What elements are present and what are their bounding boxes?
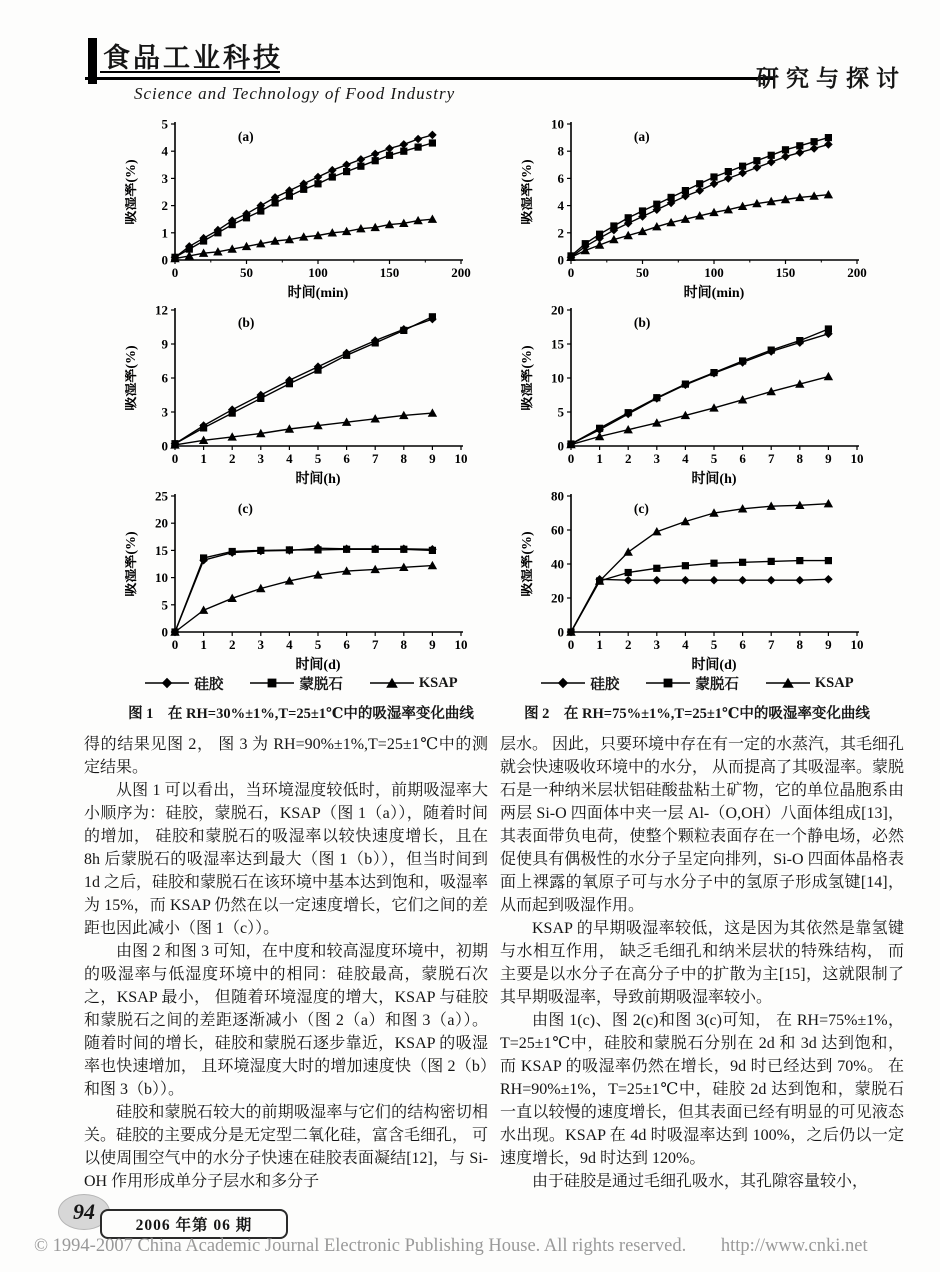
- figure1-chart-a: [125, 114, 477, 300]
- figures-section: [0, 108, 940, 723]
- svg-text:60: 60: [551, 522, 564, 538]
- svg-text:4: 4: [161, 143, 168, 159]
- legend-item-ksap: [765, 675, 854, 692]
- square-marker-icon: [249, 677, 295, 689]
- legend-label: 硅胶: [194, 676, 224, 693]
- diamond-marker-icon: [540, 677, 586, 689]
- svg-text:200: 200: [847, 265, 867, 280]
- svg-text:3: 3: [257, 637, 265, 652]
- page-footer: [0, 1192, 940, 1272]
- legend-item-silica: [540, 673, 619, 694]
- svg-text:(a): (a): [633, 129, 650, 144]
- legend-label: KSAP: [814, 674, 854, 691]
- svg-text:8: 8: [796, 637, 804, 652]
- svg-text:(b): (b): [237, 315, 255, 330]
- paragraph: KSAP 的早期吸湿率较低，这是因为其依然是靠氢键与水相互作用， 缺乏毛细孔和纳米层状的特殊结构， 而主要是以水分子在高分子中的扩散为主[15]，这就限制了其早期吸湿率，导致前期吸湿率较小。: [500, 920, 904, 1006]
- svg-text:8: 8: [400, 637, 408, 652]
- svg-text:150: 150: [775, 265, 796, 280]
- svg-text:7: 7: [767, 637, 775, 652]
- svg-text:0: 0: [171, 265, 179, 280]
- svg-text:100: 100: [704, 265, 724, 280]
- svg-text:5: 5: [314, 451, 322, 466]
- svg-text:100: 100: [308, 265, 328, 280]
- svg-text:时间(h): 时间(h): [691, 472, 737, 486]
- svg-text:0: 0: [557, 624, 564, 640]
- figure-1: [116, 114, 486, 723]
- svg-text:时间(min): 时间(min): [287, 286, 349, 300]
- svg-text:9: 9: [429, 637, 436, 652]
- square-marker-icon: [645, 677, 691, 689]
- svg-text:3: 3: [161, 170, 168, 186]
- legend-label: 蒙脱石: [299, 676, 343, 693]
- svg-text:50: 50: [240, 265, 253, 280]
- svg-text:(c): (c): [633, 501, 649, 516]
- svg-text:10: 10: [850, 451, 864, 466]
- cnki-url: http://www.cnki.net: [720, 1236, 868, 1256]
- svg-text:吸湿率(%): 吸湿率(%): [521, 159, 535, 225]
- svg-text:0: 0: [567, 637, 575, 652]
- svg-text:2: 2: [228, 451, 236, 466]
- copyright-text: © 1994-2007 China Academic Journal Electronic Publishing House. All rights reserved.: [34, 1236, 687, 1256]
- svg-text:9: 9: [825, 637, 832, 652]
- svg-text:3: 3: [161, 404, 168, 420]
- svg-text:2: 2: [624, 451, 632, 466]
- svg-text:时间(d): 时间(d): [691, 658, 737, 672]
- figure2-chart-b: [521, 300, 873, 486]
- paragraph: 由图 1(c)、图 2(c)和图 3(c)可知， 在 RH=75%±1%，T=25±1℃中，硅胶和蒙脱石分别在 2d 和 3d 达到饱和，而 KSAP 的吸湿率仍然在增长，9d 时已经达到 70%。 在 RH=90%±1%，T=25±1℃中，硅胶 2d 达到饱和，蒙脱石一直以较慢的速度增长，但其表面已经有明显的可见液态水出现。KSAP 在 4d 时吸湿率达到 100%，之后仍以一定速度增长，9d 时达到 120%。: [500, 1012, 904, 1167]
- page-header: [0, 0, 940, 108]
- svg-text:10: 10: [850, 637, 864, 652]
- svg-text:0: 0: [171, 451, 179, 466]
- svg-text:(a): (a): [237, 129, 254, 144]
- svg-text:时间(d): 时间(d): [295, 658, 341, 672]
- svg-text:6: 6: [739, 451, 746, 466]
- svg-text:10: 10: [551, 116, 564, 132]
- svg-text:5: 5: [710, 637, 718, 652]
- svg-text:150: 150: [379, 265, 400, 280]
- svg-text:4: 4: [286, 451, 293, 466]
- svg-text:5: 5: [161, 597, 168, 613]
- svg-text:0: 0: [161, 624, 168, 640]
- svg-text:12: 12: [155, 302, 168, 318]
- copyright-line: [34, 1236, 868, 1257]
- svg-text:10: 10: [454, 451, 468, 466]
- svg-text:5: 5: [710, 451, 718, 466]
- svg-text:0: 0: [567, 265, 575, 280]
- svg-text:3: 3: [653, 451, 661, 466]
- svg-text:9: 9: [429, 451, 436, 466]
- svg-text:10: 10: [155, 570, 168, 586]
- svg-text:6: 6: [161, 370, 168, 386]
- paragraph: 从图 1 可以看出，当环境湿度较低时，前期吸湿率大小顺序为：硅胶，蒙脱石，KSAP（图 1（a）），随着时间的增加， 硅胶和蒙脱石的吸湿率以较快速度增长，且在 8h 后蒙脱石的吸湿率达到最大（图 1（b）），但当时间到 1d 之后，硅胶和蒙脱石在该环境中基本达到饱和，吸湿率为 15%，而 KSAP 仍然在以一定速度增长，它们之间的差距也因此减小（图 1（c））。: [84, 782, 489, 937]
- svg-text:时间(h): 时间(h): [295, 472, 341, 486]
- svg-text:10: 10: [454, 637, 468, 652]
- svg-text:7: 7: [767, 451, 775, 466]
- svg-text:0: 0: [161, 438, 168, 454]
- svg-text:5: 5: [161, 116, 168, 132]
- svg-text:6: 6: [343, 451, 350, 466]
- svg-text:5: 5: [557, 404, 564, 420]
- right-column: [500, 733, 904, 1193]
- svg-text:6: 6: [343, 637, 350, 652]
- svg-text:吸湿率(%): 吸湿率(%): [125, 159, 139, 225]
- svg-text:15: 15: [155, 542, 168, 558]
- svg-text:7: 7: [371, 451, 379, 466]
- svg-text:40: 40: [551, 556, 564, 572]
- svg-text:3: 3: [653, 637, 661, 652]
- svg-text:15: 15: [551, 336, 564, 352]
- svg-text:8: 8: [400, 451, 408, 466]
- svg-text:1: 1: [596, 451, 603, 466]
- svg-text:4: 4: [682, 451, 689, 466]
- svg-text:吸湿率(%): 吸湿率(%): [125, 345, 139, 411]
- legend-label: KSAP: [418, 674, 458, 691]
- svg-text:9: 9: [161, 336, 168, 352]
- legend-item-montmorillonite: [249, 673, 343, 694]
- svg-text:吸湿率(%): 吸湿率(%): [125, 531, 139, 597]
- body-text: [0, 723, 940, 1193]
- svg-text:50: 50: [636, 265, 649, 280]
- figure1-caption: 图 1 在 RH=30%±1%,T=25±1℃中的吸湿率变化曲线: [128, 706, 474, 722]
- title-underline: [100, 71, 280, 73]
- svg-text:20: 20: [155, 515, 168, 531]
- legend-item-silica: [144, 673, 223, 694]
- page-number: 94: [58, 1194, 110, 1230]
- svg-text:8: 8: [796, 451, 804, 466]
- svg-text:2: 2: [624, 637, 632, 652]
- svg-text:7: 7: [371, 637, 379, 652]
- svg-text:3: 3: [257, 451, 265, 466]
- svg-text:4: 4: [682, 637, 689, 652]
- issue-label: 2006 年第 06 期: [100, 1209, 288, 1239]
- figure1-chart-c: [125, 486, 477, 672]
- svg-text:6: 6: [557, 170, 564, 186]
- svg-text:2: 2: [557, 225, 564, 241]
- svg-text:6: 6: [739, 637, 746, 652]
- paragraph: 层水。 因此，只要环境中存在有一定的水蒸汽，其毛细孔就会快速吸收环境中的水分， 从而提高了其吸湿率。蒙脱石是一种纳米层状铝硅酸盐粘土矿物，它的单位晶胞系由两层 Si-O 四面体中夹一层 Al-（O,OH）八面体组成[13]，其表面带负电荷，使整个颗粒表面存在一个静电场，必然促使具有偶极性的水分子呈定向排列，Si-O 四面体晶格表面上裸露的氧原子可与水分子中的氢原子形成氢键[14]，从而起到吸湿作用。: [500, 736, 905, 914]
- header-rule: [85, 77, 773, 80]
- paragraph: 由于硅胶是通过毛细孔吸水，其孔隙容量较小，: [532, 1173, 869, 1190]
- svg-text:1: 1: [200, 451, 207, 466]
- paragraph: 由图 2 和图 3 可知，在中度和较高湿度环境中，初期的吸湿率与低湿度环境中的相同：硅胶最高，蒙脱石次之，KSAP 最小， 但随着环境湿度的增大，KSAP 与硅胶和蒙脱石之间的差距逐渐减小（图 2（a）和图 3（a））。 随着时间的增长，硅胶和蒙脱石逐步靠近，KSAP 的吸湿率也快速增加， 且环境湿度大时的增加速度快（图 2（b）和图 3（b））。: [84, 943, 488, 1098]
- svg-text:(b): (b): [633, 315, 651, 330]
- svg-text:时间(min): 时间(min): [683, 286, 745, 300]
- figure2-chart-a: [521, 114, 873, 300]
- svg-text:0: 0: [171, 637, 179, 652]
- svg-text:5: 5: [314, 637, 322, 652]
- svg-text:25: 25: [155, 488, 168, 504]
- left-column: [84, 733, 488, 1193]
- figure2-caption: 图 2 在 RH=75%±1%,T=25±1℃中的吸湿率变化曲线: [524, 706, 870, 722]
- svg-text:1: 1: [161, 225, 168, 241]
- svg-text:1: 1: [200, 637, 207, 652]
- journal-title-en: Science and Technology of Food Industry: [134, 84, 456, 103]
- figure2-chart-c: [521, 486, 873, 672]
- figure1-legend: [144, 672, 457, 694]
- svg-text:0: 0: [161, 252, 168, 268]
- svg-text:80: 80: [551, 488, 564, 504]
- svg-text:10: 10: [551, 370, 564, 386]
- paragraph: 硅胶和蒙脱石较大的前期吸湿率与它们的结构密切相关。硅胶的主要成分是无定型二氧化硅，富含毛细孔， 可以使周围空气中的水分子快速在硅胶表面凝结[12]，与 Si-OH 作用形成单分子层水和多分子: [84, 1104, 489, 1190]
- triangle-marker-icon: [765, 677, 811, 689]
- legend-item-ksap: [369, 675, 458, 692]
- svg-text:4: 4: [286, 637, 293, 652]
- legend-label: 硅胶: [590, 676, 620, 693]
- journal-title-cn: 食品工业科技: [103, 43, 283, 73]
- svg-text:4: 4: [557, 198, 564, 214]
- svg-text:2: 2: [161, 198, 168, 214]
- svg-text:8: 8: [557, 143, 564, 159]
- legend-item-montmorillonite: [645, 673, 739, 694]
- svg-text:20: 20: [551, 302, 564, 318]
- svg-text:吸湿率(%): 吸湿率(%): [521, 345, 535, 411]
- svg-text:(c): (c): [237, 501, 253, 516]
- section-label: 研究与探讨: [756, 66, 906, 91]
- paragraph: 得的结果见图 2， 图 3 为 RH=90%±1%,T=25±1℃中的测定结果。: [84, 736, 488, 776]
- figure1-chart-b: [125, 300, 477, 486]
- svg-text:20: 20: [551, 590, 564, 606]
- triangle-marker-icon: [369, 677, 415, 689]
- svg-text:0: 0: [557, 252, 564, 268]
- svg-text:吸湿率(%): 吸湿率(%): [521, 531, 535, 597]
- svg-text:9: 9: [825, 451, 832, 466]
- svg-text:0: 0: [567, 451, 575, 466]
- legend-label: 蒙脱石: [695, 676, 739, 693]
- figure-2: [512, 114, 882, 723]
- svg-text:200: 200: [451, 265, 471, 280]
- figure2-legend: [540, 672, 853, 694]
- svg-text:1: 1: [596, 637, 603, 652]
- svg-text:0: 0: [557, 438, 564, 454]
- svg-text:2: 2: [228, 637, 236, 652]
- diamond-marker-icon: [144, 677, 190, 689]
